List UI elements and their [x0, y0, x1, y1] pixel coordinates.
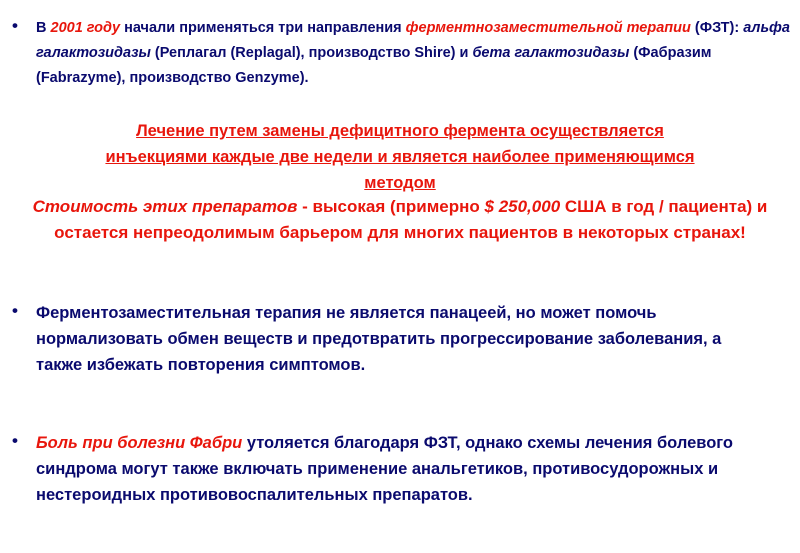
pain-highlight: Боль при болезни Фабри	[36, 434, 243, 452]
treatment-method-note: Лечение путем замены дефицитного фермента осуществляется инъекциями каждые две недели и является наиболее применяющимся методом	[105, 122, 695, 192]
paragraph-history: В 2001 году начали применяться три направления ферментнозаместительной терапии (ФЗТ): альфа галактозидазы (Реплагал (Replagal), производство Shire) и бета галактозидазы (Фабразим (Fabrazyme), производство Genzyme).	[36, 20, 790, 86]
bullet-icon: •	[12, 431, 18, 450]
fzt-term: ферментнозаместительной терапии	[405, 20, 691, 36]
paragraph-therapy-limits: Ферментозаместительная терапия не является панацеей, но может помочь нормализовать обмен веществ и предотвратить прогрессирование заболевания, а также избежать повторения симптомов.	[36, 304, 722, 374]
year-highlight: 2001 году	[50, 20, 121, 36]
bullet-icon: •	[12, 301, 18, 320]
cost-note: Стоимость этих препаратов - высокая (примерно $ 250,000 США в год / пациента) и остается непреодолимым барьером для многих пациентов в некоторых странах!	[32, 197, 768, 242]
beta-term: бета галактозидазы	[472, 45, 630, 61]
bullet-icon: •	[12, 16, 18, 35]
alpha-term: альфа галактозидазы	[36, 20, 790, 61]
paragraph-pain: Боль при болезни Фабри утоляется благодаря ФЗТ, однако схемы лечения болевого синдрома могут также включать применение анальгетиков, противосудорожных и нестероидных противовоспалительных препаратов.	[36, 434, 734, 504]
